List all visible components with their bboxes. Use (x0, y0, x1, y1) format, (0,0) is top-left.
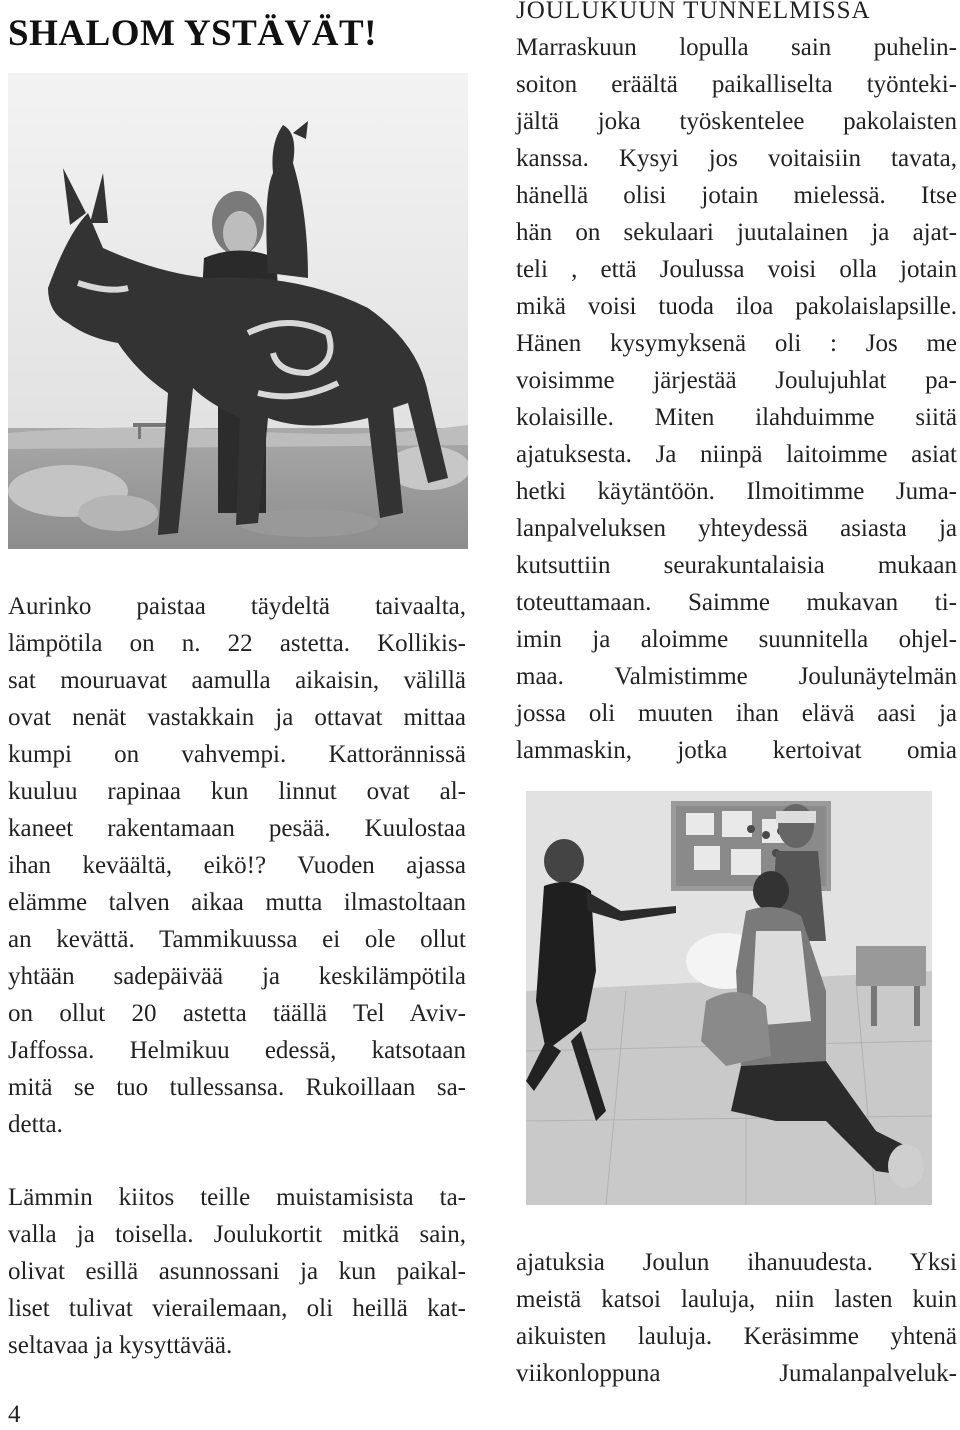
left-text-line: seltavaa ja kysyttävää. (8, 1332, 233, 1359)
right-text-line: voisimme järjestää Joulujuhlat pa- (516, 367, 957, 394)
left-text-line: Lämmin kiitos teille muistamisista ta- (8, 1184, 466, 1211)
left-text-line: Aurinko paistaa täydeltä taivaalta, (8, 593, 466, 620)
right-text-line: soiton eräältä paikalliselta työnteki- (516, 71, 957, 98)
page-title: SHALOM YSTÄVÄT! (8, 13, 377, 54)
right-text-line: toteuttamaan. Saimme mukavan ti- (516, 589, 957, 616)
right-text-line: teli , että Joulussa voisi olla jotain (516, 256, 957, 283)
left-text-line: Jaffossa. Helmikuu edessä, katsotaan (8, 1037, 466, 1064)
page-number: 4 (8, 1401, 21, 1428)
right-text-line: lammaskin, jotka kertoivat omia (516, 737, 957, 764)
right-text-line: hetki käytäntöön. Ilmoitimme Juma- (516, 478, 957, 505)
left-text-line: kaneet rakentamaan pesää. Kuulostaa (8, 815, 466, 842)
left-text-line: lämpötila on n. 22 astetta. Kollikis- (8, 630, 466, 657)
donkey-sculpture-photo (8, 73, 468, 549)
section-heading: JOULUKUUN TUNNELMISSA (516, 0, 871, 24)
right-text-line: ajatuksia Joulun ihanuudesta. Yksi (516, 1249, 957, 1276)
left-text-line: detta. (8, 1111, 63, 1138)
left-text-line: ihan keväältä, eikö!? Vuoden ajassa (8, 852, 466, 879)
right-text-line: ajatuksesta. Ja niinpä laitoimme asiat (516, 441, 957, 468)
left-text-line: kuuluu rapinaa kun linnut ovat al- (8, 778, 466, 805)
left-text-line: valla ja toisella. Joulukortit mitkä sain, (8, 1221, 466, 1248)
left-text-line: on ollut 20 astetta täällä Tel Aviv- (8, 1000, 466, 1027)
left-text-line: sat mouruavat aamulla aikaisin, välillä (8, 667, 466, 694)
right-text-line: jältä joka työskentelee pakolaisten (516, 108, 957, 135)
left-text-line: yhtään sadepäivää ja keskilämpötila (8, 963, 466, 990)
right-text-line: viikonloppuna Jumalanpalveluk- (516, 1360, 957, 1387)
right-text-line: kutsuttiin seurakuntalaisia mukaan (516, 552, 957, 579)
right-text-line: kolaisille. Miten ilahduimme siitä (516, 404, 957, 431)
right-text-line: kanssa. Kysyi jos voitaisiin tavata, (516, 145, 957, 172)
right-text-line: imin ja aloimme suunnitella ohjel- (516, 626, 957, 653)
right-text-line: jossa oli muuten ihan elävä aasi ja (516, 700, 957, 727)
right-text-line: meistä katsoi lauluja, niin lasten kuin (516, 1286, 957, 1313)
right-text-line: lanpalveluksen yhteydessä asiasta ja (516, 515, 957, 542)
right-text-line: mikä voisi tuoda iloa pakolaislapsille. (516, 293, 957, 320)
right-text-line: aikuisten lauluja. Keräsimme yhtenä (516, 1323, 957, 1350)
right-column-bottom (516, 1244, 957, 1392)
right-column-top (516, 0, 957, 769)
right-text-line: Hänen kysymyksenä oli : Jos me (516, 330, 957, 357)
left-text-line: ovat nenät vastakkain ja ottavat mittaa (8, 704, 466, 731)
right-text-line: Marraskuun lopulla sain puhelin- (516, 34, 957, 61)
right-text-line: hän on sekulaari juutalainen ja ajat- (516, 219, 957, 246)
right-text-line: maa. Valmistimme Joulunäytelmän (516, 663, 957, 690)
left-text-line: mitä se tuo tullessansa. Rukoillaan sa- (8, 1074, 466, 1101)
left-text-line: elämme talven aikaa mutta ilmastoltaan (8, 889, 466, 916)
left-text-line: olivat esillä asunnossani ja kun paikal- (8, 1258, 466, 1285)
right-text-line: hänellä olisi jotain mielessä. Itse (516, 182, 957, 209)
christmas-play-photo (526, 791, 932, 1205)
left-text-line: liset tulivat vierailemaan, oli heillä kat- (8, 1295, 466, 1322)
left-column (8, 588, 466, 1364)
left-text-line: kumpi on vahvempi. Kattorännissä (8, 741, 466, 768)
left-text-line: an kevättä. Tammikuussa ei ole ollut (8, 926, 466, 953)
